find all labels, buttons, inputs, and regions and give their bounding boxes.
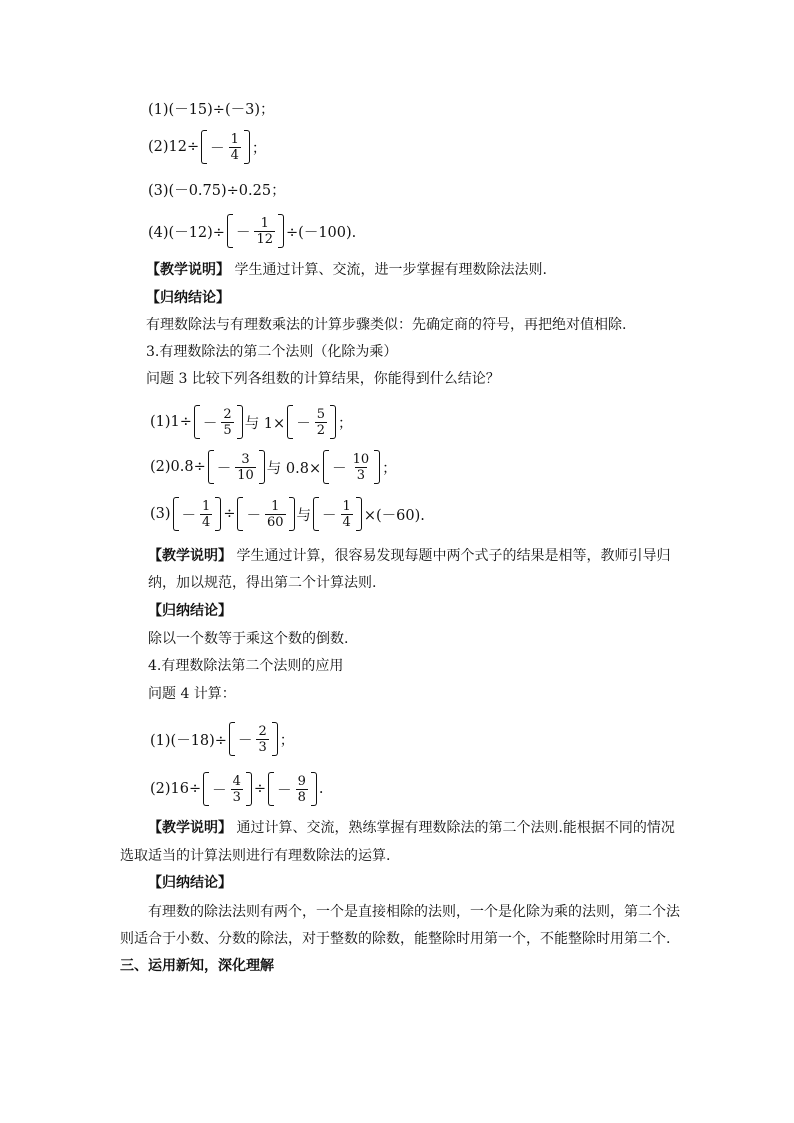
heading-4: 4.有理数除法第二个法则的应用: [148, 658, 344, 674]
exercise-1-3: (3)(－0.75)÷0.25；: [148, 183, 286, 199]
conclusion-label-2: 【归纳结论】: [148, 603, 232, 619]
exercise-1-4: (4)(－12)÷ － $\frac{1}{12}$ ÷(－100).: [148, 215, 357, 247]
exercise-1-1: (1)(－15)÷(－3)；: [148, 102, 275, 118]
conclusion-text-3: 有理数的除法法则有两个，一个是直接相除的法则，一个是化除为乘的法则，第二个法: [148, 904, 680, 920]
section-heading-3: 三、运用新知，深化理解: [120, 958, 274, 974]
exercise-2-3: (3) － $\frac{1}{4}$ ÷ － $\frac{1}{60}$ 与 － $\frac{1}{4}$ ×(－60).: [150, 498, 425, 530]
teaching-note-2-cont: 纳，加以规范，得出第二个计算法则.: [148, 575, 377, 591]
question-3: 问题 3 比较下列各组数的计算结果，你能得到什么结论？: [146, 371, 500, 387]
conclusion-text-3-cont: 则适合于小数、分数的除法，对于整数的除数，能整除时用第一个，不能整除时用第二个.: [120, 931, 671, 947]
teaching-note-3: 【教学说明】 通过计算、交流，熟练掌握有理数除法的第二个法则.能根据不同的情况: [148, 820, 675, 836]
bracket-fraction: － $\frac{1}{12}$: [227, 214, 284, 248]
exercise-3-1: (1)(－18)÷ － $\frac{2}{3}$ ；: [150, 723, 295, 755]
teaching-note-2: 【教学说明】 学生通过计算，很容易发现每题中两个式子的结果是相等，教师引导归: [148, 548, 671, 564]
conclusion-label-3: 【归纳结论】: [148, 875, 232, 891]
exercise-2-2: (2)0.8÷ － $\frac{3}{10}$ 与 0.8× － $\frac{10}{3}$ ；: [150, 451, 397, 483]
exercise-3-2: (2)16÷ － $\frac{4}{3}$ ÷ － $\frac{9}{8}$ .: [150, 773, 324, 805]
conclusion-label-1: 【归纳结论】: [146, 290, 230, 306]
conclusion-text-2: 除以一个数等于乘这个数的倒数.: [148, 631, 349, 647]
teaching-note-3-cont: 选取适当的计算法则进行有理数除法的运算.: [120, 848, 391, 864]
exercise-1-2: (2)12÷ － $\frac{1}{4}$ ；: [148, 131, 267, 163]
conclusion-text-1: 有理数除法与有理数乘法的计算步骤类似：先确定商的符号，再把绝对值相除.: [146, 317, 627, 333]
bracket-fraction: － $\frac{1}{4}$: [201, 130, 250, 164]
exercise-2-1: (1)1÷ － $\frac{2}{5}$ 与 1× － $\frac{5}{2}$ ；: [150, 406, 353, 438]
question-4: 问题 4 计算：: [148, 686, 236, 702]
teaching-note-1: 【教学说明】 学生通过计算、交流，进一步掌握有理数除法法则.: [146, 262, 547, 278]
heading-3: 3.有理数除法的第二个法则（化除为乘）: [146, 344, 398, 360]
